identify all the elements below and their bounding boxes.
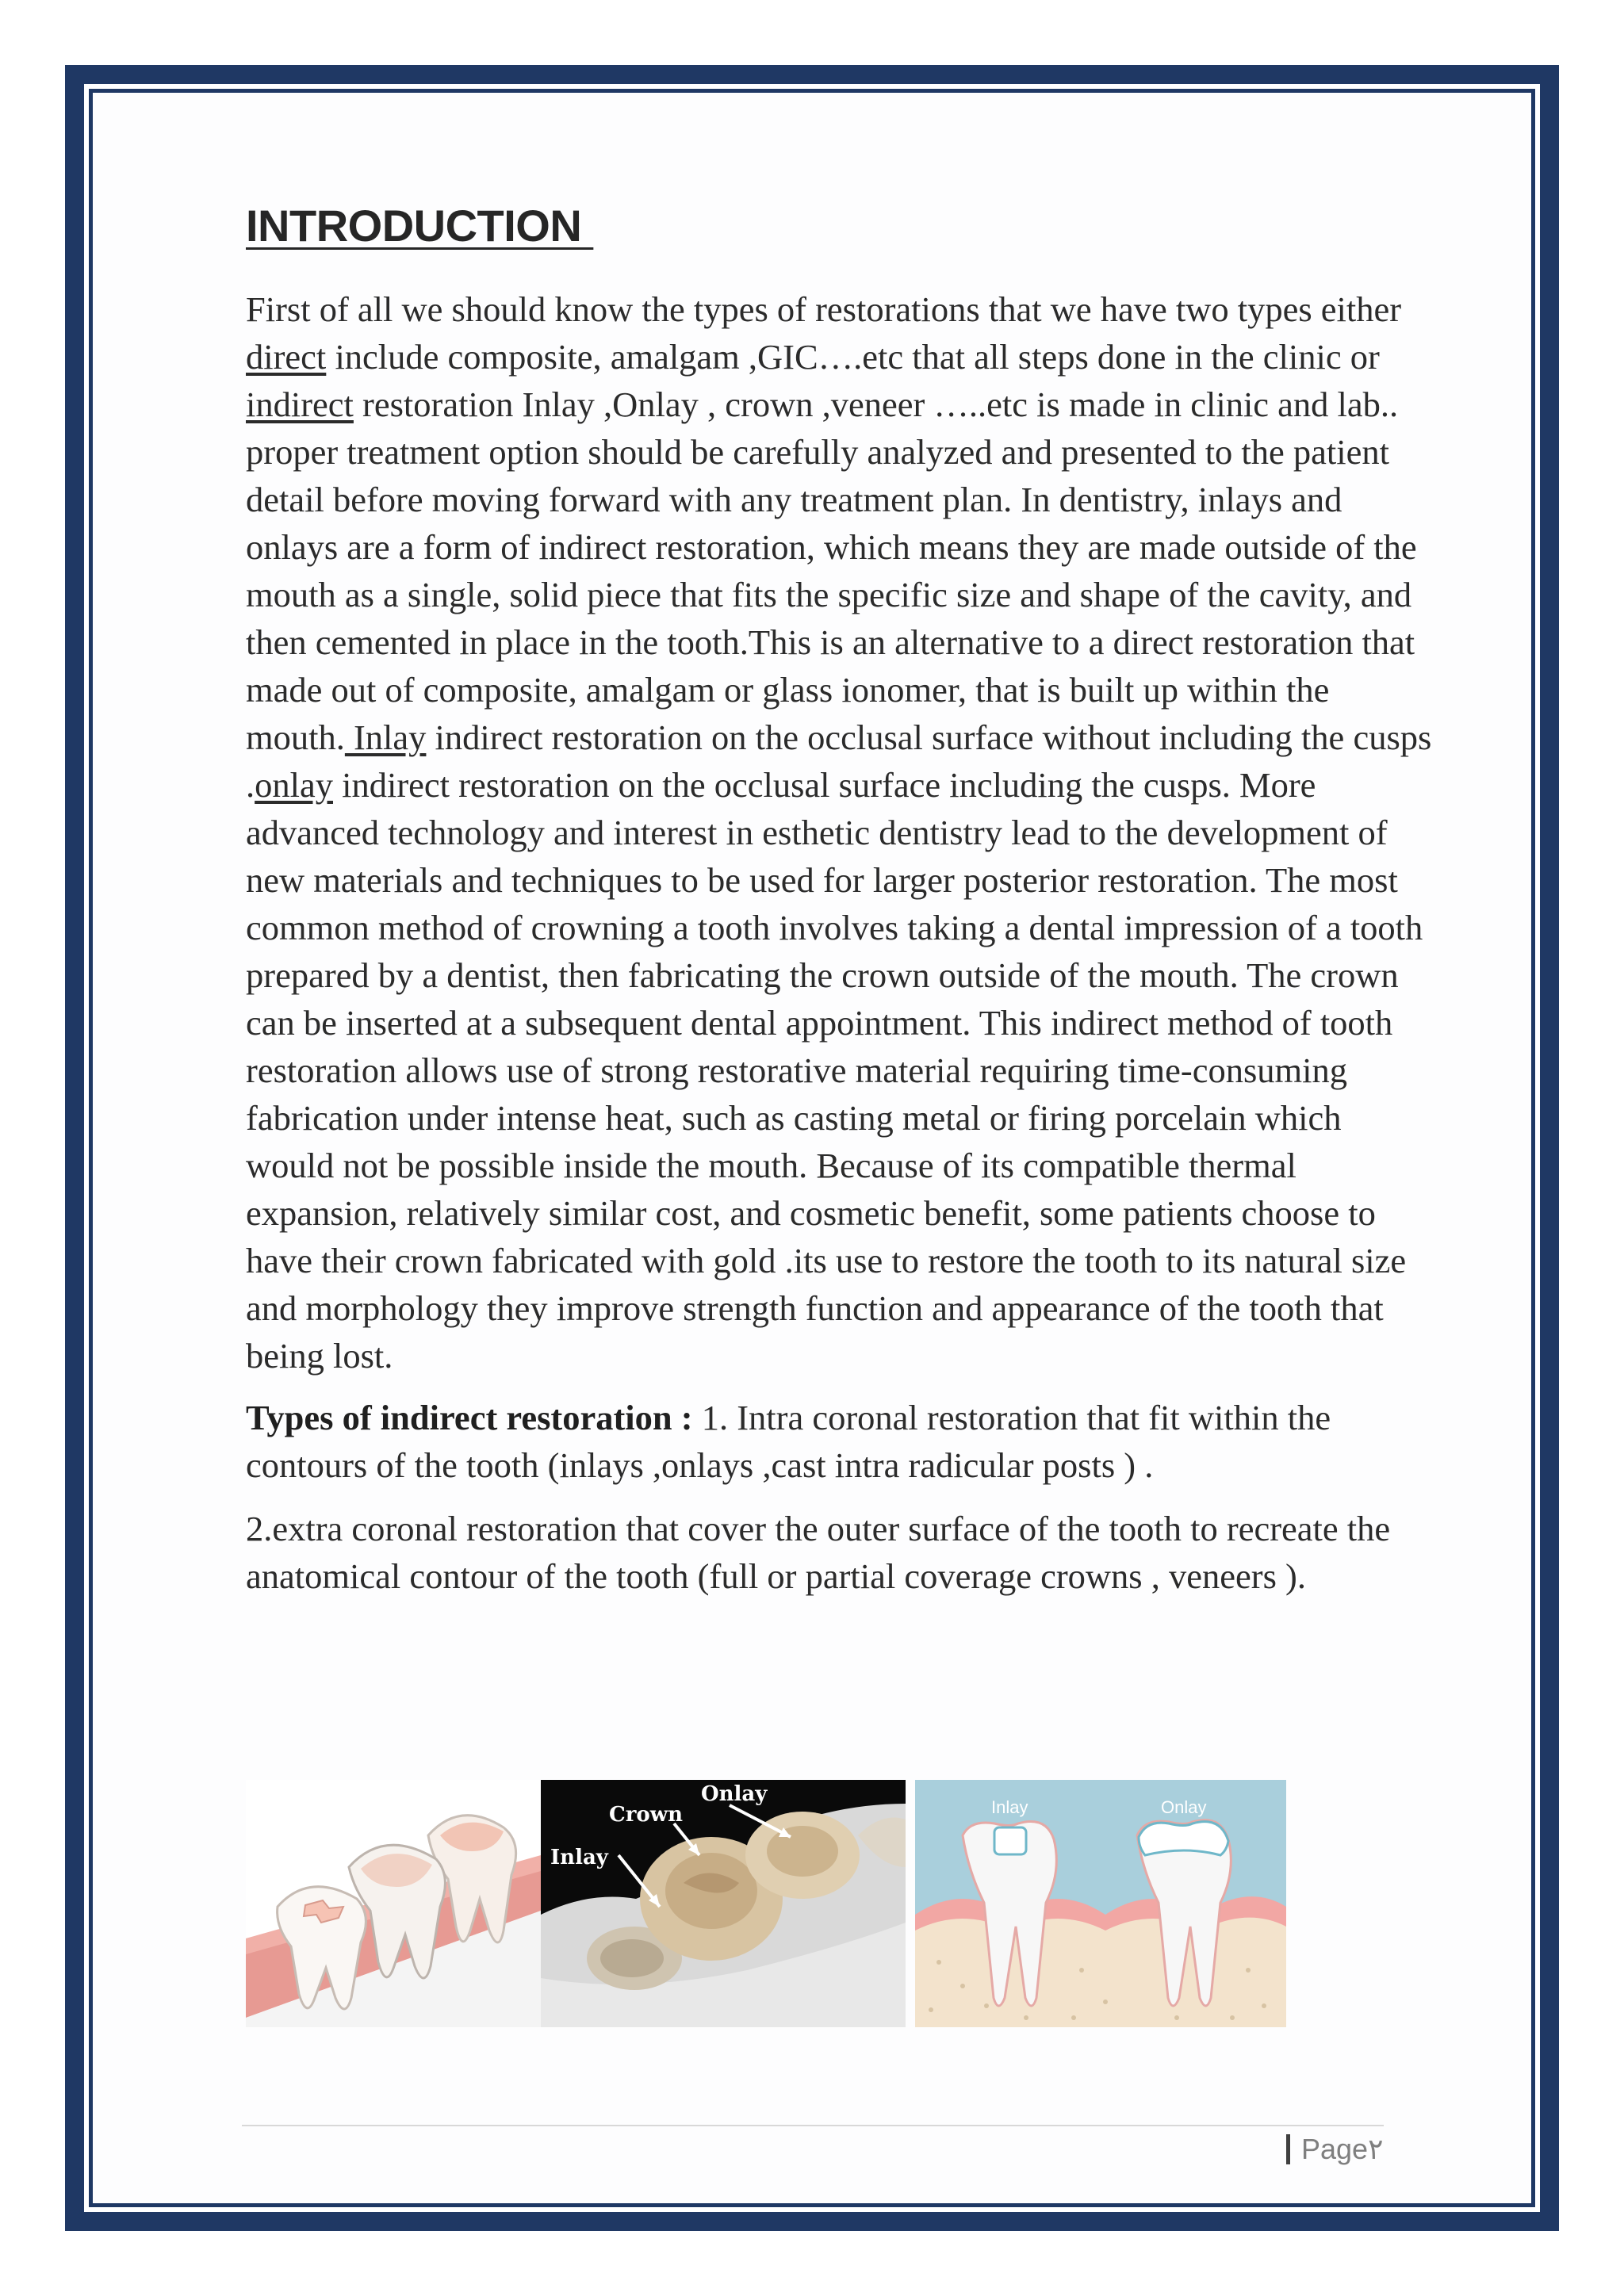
document-body bbox=[246, 285, 1435, 1600]
page-footer bbox=[1286, 2133, 1383, 2166]
term-direct: direct bbox=[246, 337, 327, 377]
inlay-onlay-diagram bbox=[915, 1780, 1286, 2027]
intro-paragraph: First of all we should know the types of restorations that we have two types either direct include composite, amalgam ,GIC….etc that all steps done in the clinic or indirect restoration Inlay ,Onlay , crown ,veneer …..etc is made in clinic and lab.. proper treatment option should be carefully analyzed and presented to the patient detail before moving forward with any treatment plan. In dentistry, inlays and onlays are a form of indirect restoration, which means they are made outside of the mouth as a single, solid piece that fits the specific size and shape of the cavity, and then cemented in place in the tooth.This is an alternative to a direct restoration that made out of composite, amalgam or glass ionomer, that is built up within the mouth. Inlay indirect restoration on the occlusal surface without including the cusps .onlay indirect restoration on the occlusal surface including the cusps. More advanced technology and interest in esthetic dentistry lead to the development of new materials and techniques to be used for larger posterior restoration. The most common method of crowning a tooth involves taking a dental impression of a tooth prepared by a dentist, then fabricating the crown outside of the mouth. The crown can be inserted at a subsequent dental appointment. This indirect method of tooth restoration allows use of strong restorative material requiring time-consuming fabrication under intense heat, such as casting metal or firing porcelain which would not be possible inside the mouth. Because of its compatible thermal expansion, relatively similar cost, and cosmetic benefit, some patients choose to have their crown fabricated with gold .its use to restore the tooth to its natural size and morphology they improve strength function and appearance of the tooth that being lost. bbox=[246, 289, 1432, 1376]
footer-divider bbox=[242, 2125, 1384, 2126]
photo-label-onlay: Onlay bbox=[701, 1782, 768, 1806]
photo-label-inlay: Inlay bbox=[550, 1846, 608, 1869]
restoration-photo bbox=[541, 1780, 906, 2027]
term-indirect: indirect bbox=[246, 385, 354, 424]
term-inlay: Inlay bbox=[344, 718, 427, 757]
term-onlay: onlay bbox=[255, 765, 333, 805]
extra-coronal-paragraph: 2.extra coronal restoration that cover the outer surface of the tooth to recreate the anatomical contour of the tooth (full or partial coverage crowns , veneers ). bbox=[246, 1509, 1391, 1596]
page-title: INTRODUCTION bbox=[246, 201, 594, 251]
types-label: Types of indirect restoration : bbox=[246, 1398, 693, 1437]
diagram-label-inlay: Inlay bbox=[991, 1797, 1028, 1817]
teeth-illustration bbox=[246, 1780, 541, 2027]
page-number: ٢ bbox=[1368, 2133, 1384, 2165]
diagram-label-onlay: Onlay bbox=[1161, 1797, 1207, 1817]
page-label: Page bbox=[1301, 2133, 1369, 2165]
photo-label-crown: Crown bbox=[609, 1803, 684, 1827]
types-paragraph: Types of indirect restoration : 1. Intra coronal restoration that fit within the contours of the tooth (inlays ,onlays ,cast intra radicular posts ) . bbox=[246, 1398, 1331, 1485]
footer-bar bbox=[1286, 2134, 1290, 2164]
